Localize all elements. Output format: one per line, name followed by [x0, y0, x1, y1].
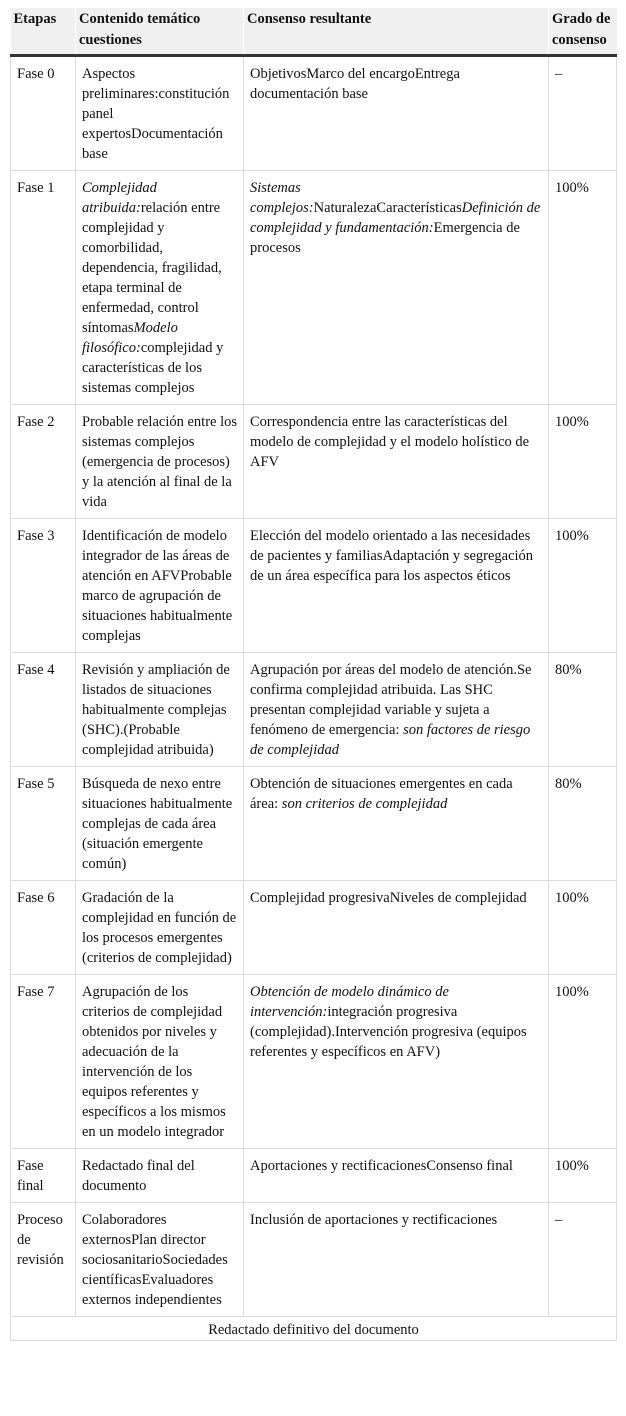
cell-contenido-text: relación entre complejidad y comorbilidad, dependencia, fragilidad, etapa terminal de enfermedad, control síntomas — [82, 200, 222, 336]
cell-consenso-text: Emergencia de procesos — [250, 220, 520, 256]
cell-etapa: Fase 5 — [11, 767, 76, 881]
cell-etapa: Fase 7 — [11, 975, 76, 1149]
cell-consenso-text: son factores de riesgo de complejidad — [250, 722, 531, 758]
table-row — [11, 519, 617, 653]
cell-consenso — [244, 975, 549, 1149]
cell-etapa: Proceso de revisión — [11, 1203, 76, 1317]
cell-contenido-text: complejidad y características de los sistemas complejos — [82, 340, 224, 396]
cell-contenido-text: Aspectos preliminares:constitución panel expertosDocumentación base — [82, 66, 230, 162]
cell-consenso — [244, 1149, 549, 1203]
consensus-table — [10, 8, 617, 1341]
cell-etapa: Fase 0 — [11, 56, 76, 171]
cell-consenso-text: Definición de complejidad y fundamentación: — [250, 200, 541, 236]
cell-contenido-text: Agrupación de los criterios de complejidad obtenidos por niveles y adecuación de la intervención de los equipos referentes y específicos a los mismos en un modelo integrador — [82, 984, 226, 1140]
cell-contenido — [76, 1203, 244, 1317]
cell-contenido — [76, 881, 244, 975]
cell-etapa: Fase 4 — [11, 653, 76, 767]
cell-consenso — [244, 405, 549, 519]
cell-consenso-text: Inclusión de aportaciones y rectificaciones — [250, 1212, 498, 1228]
cell-consenso-text: Correspondencia entre las características del modelo de complejidad y el modelo holístico de AFV — [250, 414, 530, 470]
cell-consenso — [244, 767, 549, 881]
table-row — [11, 56, 617, 171]
cell-contenido — [76, 405, 244, 519]
cell-contenido-text: Gradación de la complejidad en función de los procesos emergentes (criterios de complejidad) — [82, 890, 237, 966]
cell-contenido — [76, 653, 244, 767]
cell-grado: 100% — [549, 405, 617, 519]
cell-etapa: Fase final — [11, 1149, 76, 1203]
cell-contenido-text: Revisión y ampliación de listados de situaciones habitualmente complejas (SHC).(Probable complejidad atribuida) — [82, 662, 230, 758]
cell-consenso-text: integración progresiva (complejidad).Intervención progresiva (equipos referentes y específicos en AFV) — [250, 1004, 527, 1060]
header-row — [11, 8, 617, 56]
cell-contenido-text: Probable relación entre los sistemas complejos (emergencia de procesos) y la atención al final de la vida — [82, 414, 238, 510]
cell-consenso-text: Complejidad progresivaNiveles de complejidad — [250, 890, 527, 906]
cell-consenso-text: Aportaciones y rectificacionesConsenso final — [250, 1158, 513, 1174]
header-contenido: Contenido temático cuestiones — [76, 8, 244, 56]
footer-row — [11, 1317, 617, 1341]
cell-grado: – — [549, 1203, 617, 1317]
cell-grado: – — [549, 56, 617, 171]
cell-grado: 100% — [549, 881, 617, 975]
table-row — [11, 171, 617, 405]
cell-contenido — [76, 767, 244, 881]
cell-consenso — [244, 171, 549, 405]
cell-grado: 80% — [549, 653, 617, 767]
cell-consenso-text: son criterios de complejidad — [281, 796, 448, 812]
cell-consenso — [244, 1203, 549, 1317]
cell-etapa: Fase 2 — [11, 405, 76, 519]
table-footer: Redactado definitivo del documento — [11, 1317, 617, 1341]
cell-contenido — [76, 56, 244, 171]
table-body — [11, 56, 617, 1341]
cell-grado: 80% — [549, 767, 617, 881]
cell-consenso — [244, 881, 549, 975]
cell-contenido-text: Búsqueda de nexo entre situaciones habitualmente complejas de cada área (situación emergente común) — [82, 776, 233, 872]
cell-consenso-text: Obtención de modelo dinámico de intervención: — [250, 984, 449, 1020]
cell-consenso — [244, 56, 549, 171]
header-etapas: Etapas — [11, 8, 76, 56]
cell-contenido-text: Identificación de modelo integrador de las áreas de atención en AFVProbable marco de agrupación de situaciones habitualmente complejas — [82, 528, 233, 644]
cell-consenso — [244, 653, 549, 767]
table-row — [11, 767, 617, 881]
cell-consenso-text: NaturalezaCaracterísticas — [313, 200, 462, 216]
cell-contenido-text: Complejidad atribuida: — [82, 180, 157, 216]
cell-grado: 100% — [549, 1149, 617, 1203]
cell-etapa: Fase 3 — [11, 519, 76, 653]
cell-grado: 100% — [549, 519, 617, 653]
table-row — [11, 881, 617, 975]
cell-consenso-text: Obtención de situaciones emergentes en cada área: — [250, 776, 513, 812]
cell-contenido — [76, 519, 244, 653]
cell-grado: 100% — [549, 171, 617, 405]
cell-consenso-text: Elección del modelo orientado a las necesidades de pacientes y familiasAdaptación y segregación de un área específica para los aspectos éticos — [250, 528, 534, 584]
table-row — [11, 1203, 617, 1317]
cell-contenido — [76, 171, 244, 405]
cell-consenso-text: ObjetivosMarco del encargoEntrega documentación base — [250, 66, 460, 102]
cell-consenso-text: Sistemas complejos: — [250, 180, 314, 216]
cell-etapa: Fase 6 — [11, 881, 76, 975]
table-row — [11, 405, 617, 519]
cell-etapa: Fase 1 — [11, 171, 76, 405]
cell-consenso — [244, 519, 549, 653]
cell-consenso-text: Agrupación por áreas del modelo de atención.Se confirma complejidad atribuida. Las SHC presentan complejidad variable y sujeta a fenómeno de emergencia: — [250, 662, 532, 738]
table-header — [11, 8, 617, 56]
table-row — [11, 975, 617, 1149]
cell-contenido-text: Colaboradores externosPlan director sociosanitarioSociedades científicasEvaluadores externos independientes — [82, 1212, 228, 1308]
cell-contenido — [76, 975, 244, 1149]
cell-contenido-text: Redactado final del documento — [82, 1158, 195, 1194]
table-row — [11, 653, 617, 767]
cell-contenido-text: Modelo filosófico: — [82, 320, 178, 356]
header-consenso: Consenso resultante — [244, 8, 549, 56]
table-row — [11, 1149, 617, 1203]
cell-contenido — [76, 1149, 244, 1203]
cell-grado: 100% — [549, 975, 617, 1149]
header-grado: Grado de consenso — [549, 8, 617, 56]
